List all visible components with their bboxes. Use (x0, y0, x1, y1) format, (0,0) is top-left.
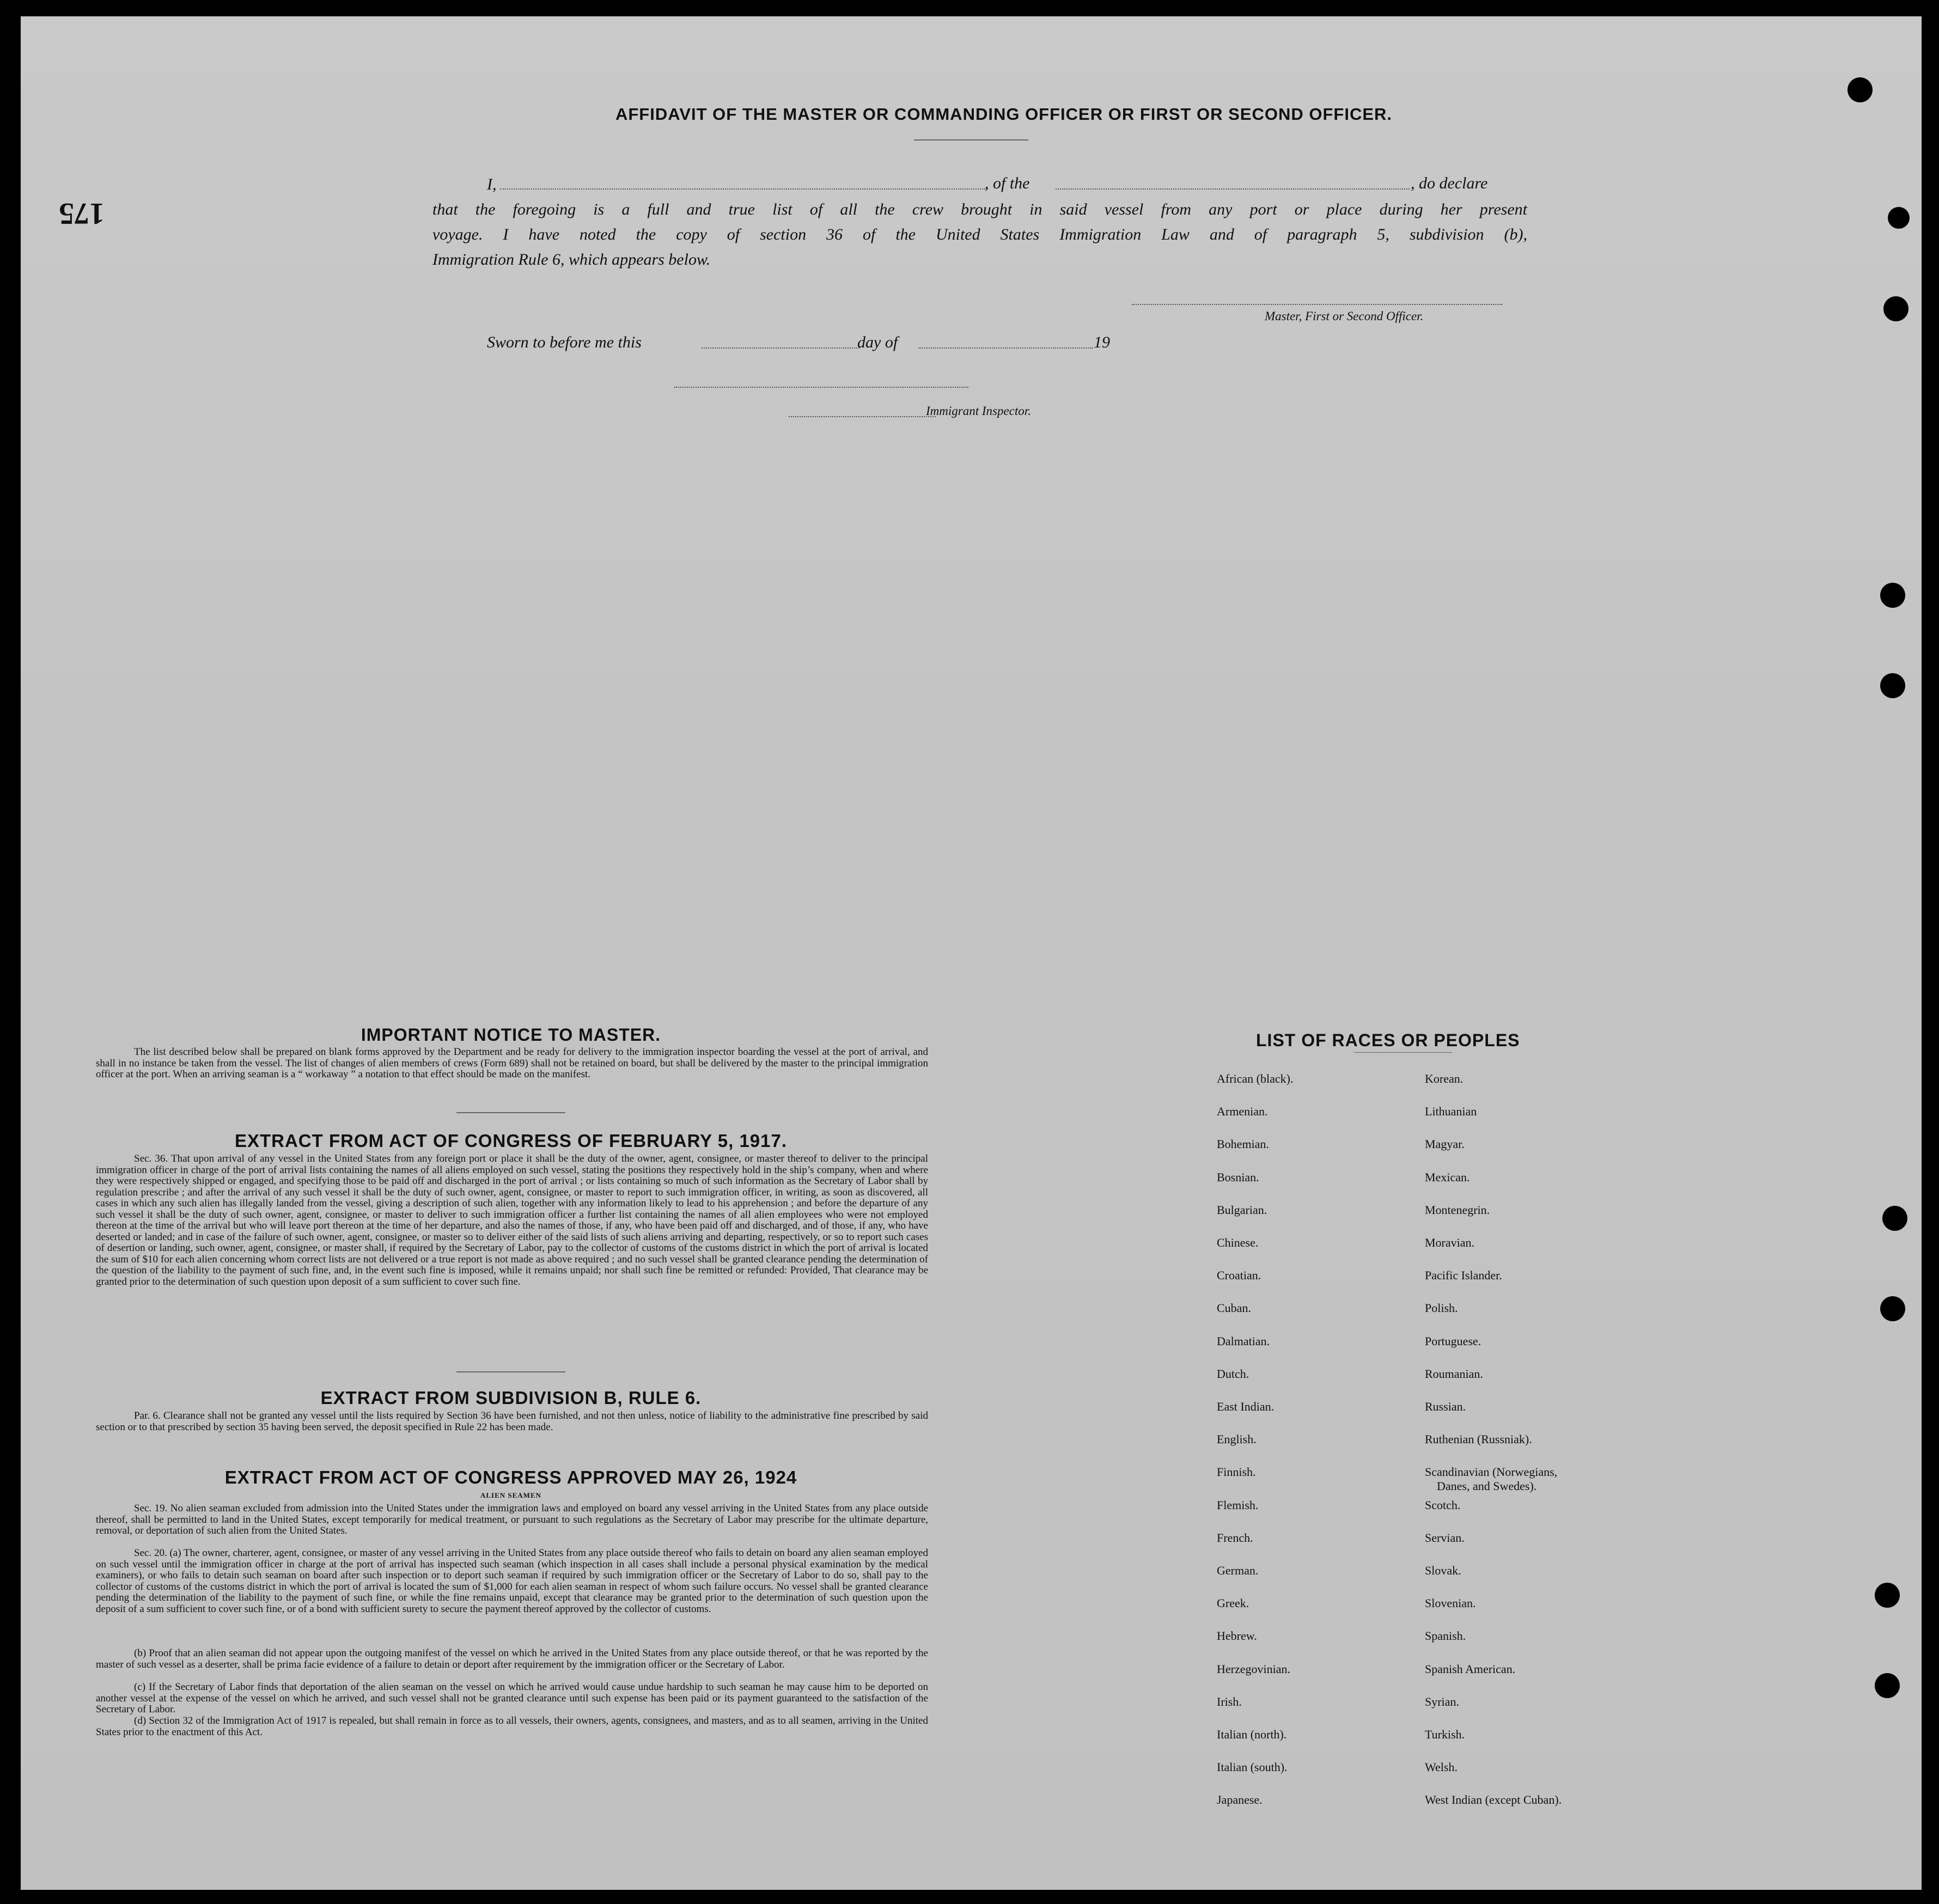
sec20a-text: Sec. 20. (a) The owner, charterer, agent, consignee, or master of any vessel arriving in the United States from any place outside thereof who fails to detain on board any alien seaman employed on such vessel until the immigration officer in charge at the port of arrival has inspected such seaman (which inspection in all cases shall include a personal physical examination by the medical examiners), or who fails to detain such seaman on board after such inspection or to deport such seaman if required by such immigration officer or the Secretary of Labor to do so, shall pay to the collector of customs of the customs district in which the port of arrival is located the sum of $1,000 for each alien seaman in respect of whom such failure occurs. No vessel shall be granted clearance pending the determination of the liability to the payment of such fine, or while the fine remains unpaid, except that clearance may be granted prior to the determination of such question upon the deposit of a sum sufficient to cover such fine, or of a bond with sufficient surety to secure the payment thereof approved by the collector of customs. (96, 1547, 928, 1615)
year-label: 19 (1094, 333, 1110, 351)
race-item: Scandinavian (Norwegians, Danes, and Swedes). (1425, 1465, 1558, 1493)
race-item: Magyar. (1425, 1137, 1465, 1151)
race-item: Moravian. (1425, 1236, 1475, 1249)
race-item: Pacific Islander. (1425, 1268, 1502, 1283)
document-page (21, 16, 1922, 1890)
extract-rule6-text: Par. 6. Clearance shall not be granted any vessel until the lists required by Section 36 have been furnished, and not then unless, notice of liability to the administrative fine prescribed by said section or to that prescribed by section 35 having been served, the deposit specified in Rule 22 has been made. (96, 1410, 928, 1433)
sec20c-text: (c) If the Secretary of Labor finds that deportation of the alien seaman on the vessel on which he arrived would cause undue hardship to such seaman he may cause him to be deported on another vessel at the expense of the vessel on which he arrived, and such vessel shall not be granted clearance until such expense has been paid or its payment guaranteed to the satisfaction of the Secretary of Labor. (96, 1681, 928, 1715)
races-title: LIST OF RACES OR PEOPLES (1256, 1030, 1520, 1050)
month-blank (918, 347, 1093, 349)
race-item: Irish. (1217, 1694, 1242, 1708)
affidavit-i-label: I, (487, 175, 497, 193)
race-item: Bosnian. (1217, 1170, 1259, 1184)
affidavit-text-line3: Immigration Rule 6, which appears below. (432, 251, 711, 268)
race-item: Hebrew. (1217, 1629, 1257, 1643)
race-item: Mexican. (1425, 1170, 1470, 1184)
race-item: Spanish. (1425, 1629, 1466, 1643)
punch-hole (1888, 207, 1910, 229)
divider (914, 139, 1028, 141)
race-item: Italian (south). (1217, 1760, 1288, 1774)
inspector-signature-blank (674, 387, 968, 388)
race-item: Slovenian. (1425, 1596, 1476, 1610)
race-item: Lithuanian (1425, 1104, 1477, 1119)
extract-1924-subtitle: ALIEN SEAMEN (480, 1491, 542, 1499)
extract-1917-text: Sec. 36. That upon arrival of any vessel in the United States from any foreign port or place it shall be the duty of the owner, agent, consignee, or master thereof to deliver to the principal immigration officer in charge of the port of arrival lists containing the names of all aliens employed on such vessel, stating the positions they respectively hold in the ship’s company, when and where they were respectively shipped or engaged, and specifying those to be paid off and discharged in the port of arrival ; or lists containing so much of such information as the Secretary of Labor shall by regulation prescribe ; and after the arrival of any such vessel it shall be the duty of such owner, agent, consignee, or master to report to such immigration officer, in writing, as soon as discovered, all cases in which any such alien has illegally landed from the vessel, giving a description of such alien, together with any information likely to lead to his apprehension ; and before the departure of any such vessel it shall be the duty of such owner, agent, consignee, or master to deliver to such immigration officer a further list containing the names of all alien employees who were not employed thereon at the time of the arrival but who will leave port thereon at the time of her departure, and also the names of those, if any, who have been paid off and discharged, and of those, if any, who have deserted or landed; and in case of the failure of such owner, agent, consignee, or master so to deliver either of the said lists of such aliens arriving and departing, respectively, or so to report such cases of desertion or landing, such owner, agent, consignee, or master shall, if required by the Secretary of Labor, pay to the collector of customs of the customs district in which the port of arrival is located the sum of $10 for each alien concerning whom correct lists are not delivered or a true report is not made as above required ; and no such vessel shall be granted clearance pending the determination of the question of the liability to the payment of such fine, and, in the event such fine is imposed, while it remains unpaid; nor shall such fine be remitted or refunded: Provided, That clearance may be granted prior to the determination of such question upon deposit of a sum sufficient to cover such fine. (96, 1153, 928, 1287)
race-item: West Indian (except Cuban). (1425, 1793, 1562, 1807)
race-item: Bulgarian. (1217, 1203, 1267, 1217)
extract-1924-title: EXTRACT FROM ACT OF CONGRESS APPROVED MAY 26, 1924 (224, 1467, 797, 1487)
race-item: Korean. (1425, 1072, 1464, 1085)
day-of-label: day of (857, 333, 898, 351)
race-item: Finnish. (1217, 1465, 1256, 1479)
divider (1354, 1052, 1452, 1053)
race-item: Ruthenian (Russniak). (1425, 1432, 1532, 1447)
punch-hole (1883, 296, 1908, 321)
race-item: East Indian. (1217, 1400, 1275, 1413)
name-blank (500, 188, 987, 190)
race-item: Greek. (1217, 1596, 1249, 1610)
race-item: Herzegovinian. (1217, 1662, 1290, 1676)
race-item: Servian. (1425, 1530, 1465, 1545)
sworn-label: Sworn to before me this (487, 333, 642, 351)
race-item: Syrian. (1425, 1694, 1459, 1708)
master-signature-label: Master, First or Second Officer. (1265, 309, 1424, 323)
race-item: Cuban. (1217, 1301, 1251, 1315)
divider (456, 1371, 565, 1372)
race-item: Flemish. (1217, 1498, 1259, 1512)
affidavit-of-the: , of the (985, 174, 1030, 192)
sec20b-text: (b) Proof that an alien seaman did not appear upon the outgoing manifest of the vessel on which he arrived in the United States from any place outside thereof, or that he was reported by the master of such vessel as a deserter, shall be prima facie evidence of a failure to detain or deport after requirement by the immigration officer or the Secretary of Labor. (96, 1647, 928, 1670)
race-item: African (black). (1217, 1072, 1294, 1085)
divider (456, 1112, 565, 1113)
affidavit-text-line1: that the foregoing is a full and true list of all the crew brought in said vessel from any port or place during her present (432, 200, 1527, 218)
affidavit-do-declare: , do declare (1411, 174, 1488, 192)
day-blank (702, 347, 859, 349)
notice-text: The list described below shall be prepared on blank forms approved by the Department and be ready for delivery to the immigration inspector boarding the vessel at the port of arrival, and shall in no instance be taken from the vessel. The list of changes of alien members of crews (Form 689) shall not be retained on board, but shall be delivered by the master to the principal immigration officer at the port. When an arriving seaman is a “ workaway ” a notation to that effect should be made on the manifest. (96, 1046, 928, 1080)
inspector-label: Immigrant Inspector. (926, 404, 1031, 418)
punch-hole (1880, 1296, 1905, 1321)
affidavit-title: AFFIDAVIT OF THE MASTER OR COMMANDING OFFICER OR FIRST OR SECOND OFFICER. (615, 105, 1393, 124)
extract-1917-title: EXTRACT FROM ACT OF CONGRESS OF FEBRUARY 5, 1917. (234, 1131, 788, 1151)
inspector-dotted-lead (789, 416, 936, 417)
master-signature-blank (1132, 304, 1502, 305)
punch-hole (1882, 1206, 1907, 1231)
sec19-text: Sec. 19. No alien seaman excluded from admission into the United States under the immigration laws and employed on board any vessel arriving in the United States from any place outside thereof, shall be permitted to land in the United States, except temporarily for medical treatment, or pursuant to such regulations as the Secretary of Labor may prescribe for the ultimate departure, removal, or deportation of such alien from the United States. (96, 1503, 928, 1536)
extract-rule6-title: EXTRACT FROM SUBDIVISION B, RULE 6. (320, 1388, 702, 1408)
race-item: Spanish American. (1425, 1662, 1516, 1676)
punch-hole (1847, 77, 1873, 102)
race-item: Armenian. (1217, 1104, 1268, 1119)
race-item: Portuguese. (1425, 1334, 1481, 1348)
race-item: Bohemian. (1217, 1137, 1269, 1151)
race-item: Dalmatian. (1217, 1334, 1270, 1348)
race-item: Welsh. (1425, 1760, 1458, 1774)
race-item: Italian (north). (1217, 1728, 1287, 1741)
sec20d-text: (d) Section 32 of the Immigration Act of 1917 is repealed, but shall remain in force as to all vessels, their owners, agents, consignees, and masters, and as to all seamen, arriving in the United States prior to the enactment of this Act. (96, 1715, 928, 1738)
race-item: Montenegrin. (1425, 1203, 1490, 1217)
race-item: French. (1217, 1530, 1253, 1545)
punch-hole (1875, 1673, 1900, 1698)
punch-hole (1880, 583, 1905, 608)
race-item: Turkish. (1425, 1728, 1465, 1741)
race-item: Dutch. (1217, 1366, 1249, 1381)
race-item: German. (1217, 1564, 1259, 1577)
affidavit-text-line2: voyage. I have noted the copy of section 36 of the United States Immigration Law and of paragraph 5, subdivision (b), (432, 225, 1527, 243)
race-item: Chinese. (1217, 1236, 1259, 1249)
notice-title: IMPORTANT NOTICE TO MASTER. (361, 1025, 661, 1045)
punch-hole (1880, 673, 1905, 698)
race-item: English. (1217, 1432, 1257, 1447)
race-item: Roumanian. (1425, 1366, 1483, 1381)
race-item: Scotch. (1425, 1498, 1461, 1512)
race-item: Slovak. (1425, 1564, 1461, 1577)
race-item: Croatian. (1217, 1268, 1261, 1283)
race-item: Japanese. (1217, 1793, 1263, 1807)
race-item: Polish. (1425, 1301, 1458, 1315)
punch-hole (1875, 1583, 1900, 1608)
vessel-blank (1056, 188, 1410, 190)
race-item: Russian. (1425, 1400, 1466, 1413)
margin-number: 175 (59, 197, 105, 230)
